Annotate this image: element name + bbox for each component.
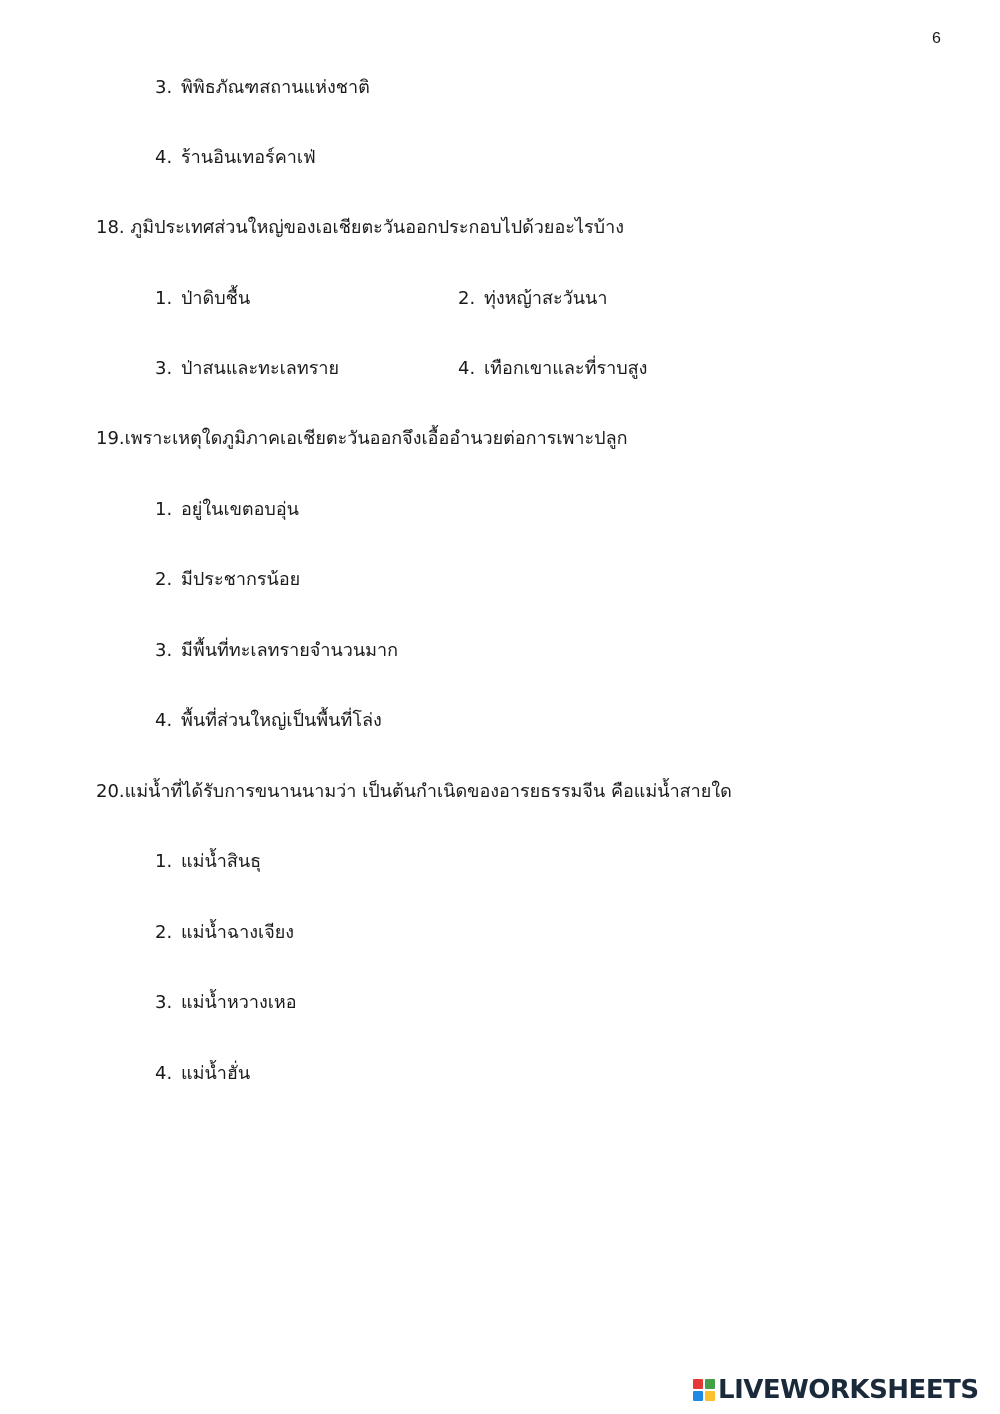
answer-option — [458, 357, 647, 381]
liveworksheets-logo — [693, 1374, 979, 1406]
option-text: พิพิธภัณฑสถานแห่งชาติ — [181, 77, 370, 98]
option-text: แม่น้ำสินธุ — [181, 851, 262, 872]
answer-option — [155, 639, 398, 663]
option-text: ป่าสนและทะเลทราย — [181, 358, 340, 379]
option-number: 1. — [155, 851, 173, 872]
answer-option — [155, 498, 299, 522]
option-number: 3. — [155, 77, 173, 98]
option-number: 3. — [155, 992, 173, 1013]
answer-option — [155, 568, 300, 592]
option-number: 4. — [155, 1063, 173, 1084]
answer-option — [458, 287, 607, 311]
option-number: 4. — [155, 710, 173, 731]
option-number: 1. — [155, 288, 173, 309]
liveworksheets-logo-icon — [693, 1379, 715, 1401]
question-text: 19.เพราะเหตุใดภูมิภาคเอเชียตะวันออกจึงเอื้ออำนวยต่อการเพาะปลูก — [96, 428, 628, 449]
option-number: 2. — [458, 288, 476, 309]
option-text: พื้นที่ส่วนใหญ่เป็นพื้นที่โล่ง — [181, 710, 382, 731]
option-text: อยู่ในเขตอบอุ่น — [181, 499, 299, 520]
option-text: ทุ่งหญ้าสะวันนา — [484, 288, 608, 309]
logo-text: LIVEWORKSHEETS — [718, 1375, 979, 1405]
question-text: 20.แม่น้ำที่ได้รับการขนานนามว่า เป็นต้นกำเนิดของอารยธรรมจีน คือแม่น้ำสายใด — [96, 781, 732, 802]
option-text: ร้านอินเทอร์คาเฟ่ — [181, 147, 316, 168]
option-number: 3. — [155, 640, 173, 661]
answer-option — [155, 991, 297, 1015]
question-text: 18. ภูมิประเทศส่วนใหญ่ของเอเชียตะวันออกประกอบไปด้วยอะไรบ้าง — [96, 217, 624, 238]
option-number: 2. — [155, 569, 173, 590]
option-text: ป่าดิบชื้น — [181, 288, 251, 309]
option-text: แม่น้ำหวางเหอ — [181, 992, 297, 1013]
page-number: 6 — [932, 30, 941, 47]
answer-option — [155, 709, 382, 733]
answer-option — [155, 1062, 250, 1086]
option-number: 1. — [155, 499, 173, 520]
option-text: แม่น้ำฉางเจียง — [181, 922, 295, 943]
answer-option — [155, 850, 261, 874]
answer-option — [155, 921, 294, 945]
answer-option — [155, 287, 250, 311]
option-text: แม่น้ำฮั่น — [181, 1063, 251, 1084]
answer-option — [155, 146, 316, 170]
option-text: เทือกเขาและที่ราบสูง — [484, 358, 648, 379]
answer-option — [155, 76, 370, 100]
option-number: 4. — [458, 358, 476, 379]
option-text: มีประชากรน้อย — [181, 569, 301, 590]
option-number: 2. — [155, 922, 173, 943]
option-number: 3. — [155, 358, 173, 379]
option-number: 4. — [155, 147, 173, 168]
option-text: มีพื้นที่ทะเลทรายจำนวนมาก — [181, 640, 399, 661]
answer-option — [155, 357, 339, 381]
